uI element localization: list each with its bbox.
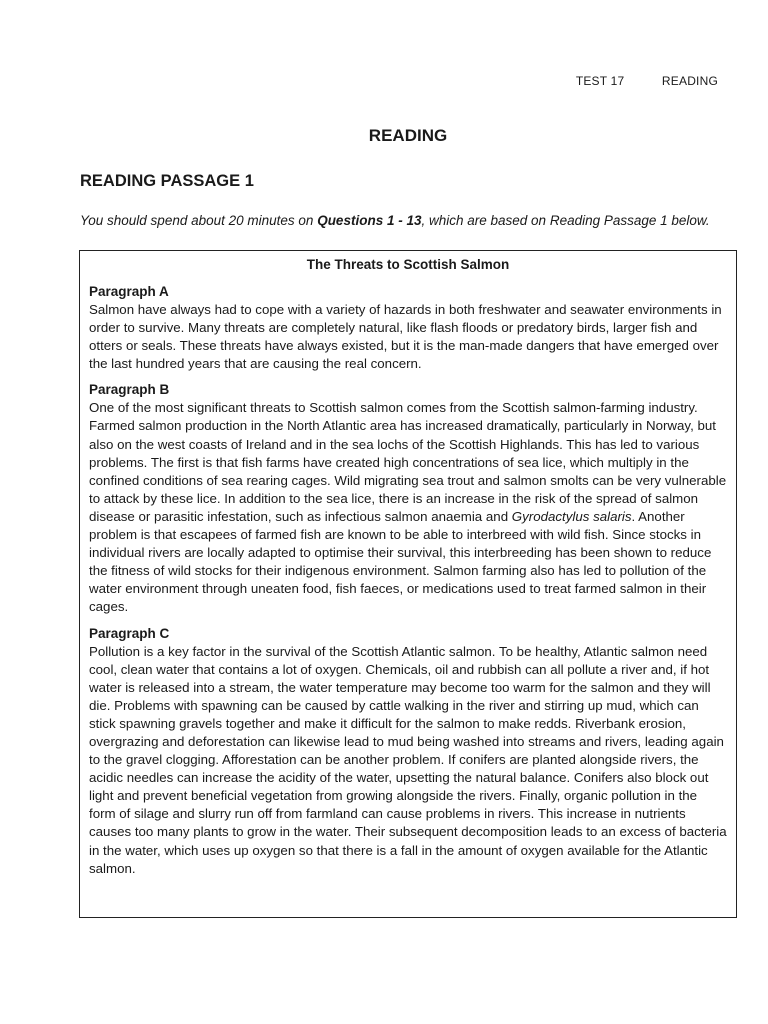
passage-heading: READING PASSAGE 1	[80, 172, 254, 190]
paragraph-a-heading: Paragraph A	[89, 284, 169, 299]
instructions-text-before: You should spend about 20 minutes on	[80, 213, 318, 228]
paragraph-b-heading: Paragraph B	[89, 382, 170, 398]
paragraph-b-species-name: Gyrodactylus salaris	[511, 508, 632, 524]
paragraph-b-text	[89, 399, 727, 616]
paragraph-b-text-part-2: . Another problem is that escapees of farmed fish are known to be able to interbreed with wild fish. Since stocks in individual rivers are locally adapted to optimise their survival, this interbreeding has been shown to reduce the fitness of wild stocks for their indigenous environment. Salmon farming also has led to pollution of the water environment through uneaten food, fish faeces, or medications used to treat farmed salmon in their cages.	[89, 508, 712, 615]
paragraph-c-heading: Paragraph C	[89, 625, 170, 641]
instructions-questions: Questions 1 - 13	[317, 213, 422, 228]
passage-box	[79, 250, 737, 918]
paragraph-c-text: Pollution is a key factor in the survival of the Scottish Atlantic salmon. To be healthy, Atlantic salmon need cool, clean water that contains a lot of oxygen. Chemicals, oil and rubbish can all pollute a river and, if hot water is released into a stream, the water temperature may become too warm for the salmon and they will die. Problems with spawning can be caused by cattle walking in the river and stirring up mud, which can stick spawning gravels together and make it difficult for the salmon to make redds. Riverbank erosion, overgrazing and deforestation can likewise lead to mud being washed into streams and rivers, leading again to the gravel clogging. Afforestation can be another problem. If conifers are planted alongside rivers, the acidic needles can increase the acidity of the water, upsetting the natural balance. Conifers also block out light and prevent beneficial vegetation from growing alongside the rivers. Finally, organic pollution in the form of silage and slurry run off from farmland can cause problems in rivers. This increase in nutrients causes too many plants to grow in the water. Their subsequent decomposition leads to an excess of bacteria in the water, which uses up oxygen so that there is a fall in the amount of oxygen available for the Atlantic salmon.	[89, 643, 727, 876]
instructions-text-after: , which are based on Reading Passage 1 below.	[421, 213, 710, 228]
passage-title: The Threats to Scottish Salmon	[306, 257, 510, 272]
section-label: READING	[661, 74, 718, 88]
test-label: TEST 17	[575, 74, 625, 88]
paragraph-c	[89, 625, 727, 878]
page-title: READING	[368, 126, 448, 145]
page-header	[576, 74, 718, 88]
paragraph-a-text: Salmon have always had to cope with a variety of hazards in both freshwater and seawater environments in order to survive. Many threats are completely natural, like flash floods or predatory birds, larger fish and otters or seals. These threats have always existed, but it is the man-made dangers that have emerged over the last hundred years that are causing the real concern.	[89, 302, 722, 372]
paragraph-b	[89, 381, 727, 616]
paragraph-a	[89, 283, 727, 373]
paragraph-b-text-part-1: One of the most significant threats to Scottish salmon comes from the Scottish salmon-farming industry. Farmed salmon production in the North Atlantic area has increased dramatically, particularly in Norway, but also on the west coasts of Ireland and in the sea lochs of the Scottish Highlands. This has led to various problems. The first is that fish farms have created high concentrations of sea lice, which multiply in the confined conditions of sea rearing cages. Wild migrating sea trout and salmon smolts can be very vulnerable to attack by these lice. In addition to the sea lice, there is an increase in the risk of the spread of salmon disease or parasitic infestation, such as infectious salmon anaemia and	[89, 400, 727, 524]
instructions	[80, 211, 730, 230]
